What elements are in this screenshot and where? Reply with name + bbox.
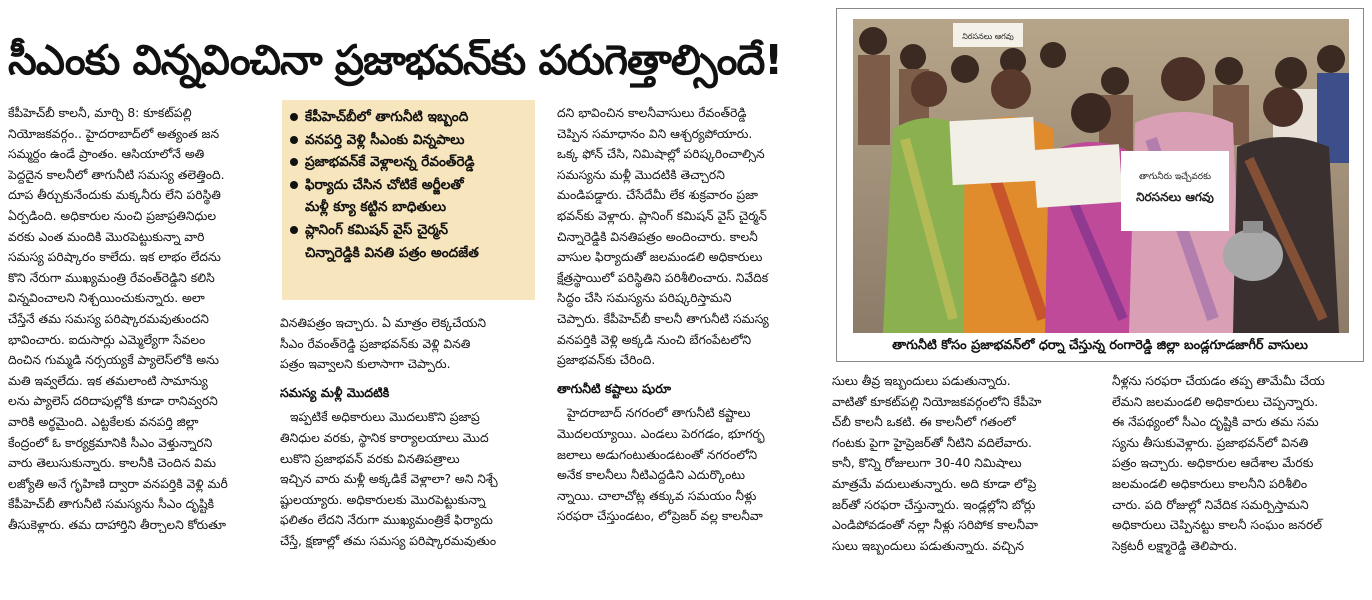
text-line: కేపీహెచ్‌బీ కాలనీ, మార్చి 8: కూకట్‌పల్లి xyxy=(8,106,192,120)
column-3-top-text xyxy=(557,103,819,371)
text-line: క్షేత్రస్థాయిలో పరిస్థితిని పరిశీలించారు. నివేదిక xyxy=(557,270,769,285)
text-line: నీళ్లను సరఫరా చేయడం తప్ప తామేమీ చేయ xyxy=(1112,374,1325,388)
text-line: వనపర్తికి వెళ్లి అక్కడి నుంచి బేగంపేటలోని xyxy=(557,332,752,347)
text-line: సరఫరా చేస్తుండటం, లోప్రెజర్ వల్ల కాలనీవా xyxy=(557,509,763,524)
protest-photo-illustration xyxy=(853,19,1349,333)
text-line: వరకు ఎంత మందికి మొరపెట్టుకున్నా వారి xyxy=(8,229,205,244)
bullet-icon xyxy=(290,181,298,189)
text-line: అధికారులు చెప్పినట్టు కాలనీ సంఘం జనరల్ xyxy=(1112,518,1323,533)
text-line: హైదరాబాద్ నగరంలో తాగునీటి కష్టాలు xyxy=(567,406,751,421)
text-line: జలమండలి అధికారులు కాలనీని పరిశీలిం xyxy=(1112,476,1308,491)
text-line: కానీ, కొన్ని రోజులుగా 30-40 నిమిషాలు xyxy=(832,456,1022,471)
highlights-list xyxy=(290,106,531,264)
text-line: దూప తీర్చుకునేందుకు మక్కనీరు లేని పరిస్థితి xyxy=(8,188,221,203)
text-line: లను ప్యాలెస్ దరిదాపుల్లోకి కూడా రానివ్వరని xyxy=(8,394,218,409)
text-line: కొని నేరుగా ముఖ్యమంత్రి రేవంత్‌రెడ్డిని కలిసి xyxy=(8,270,215,285)
text-line: నియోజకవర్గం.. హైదరాబాద్‌లో అత్యంత జన xyxy=(8,126,220,141)
text-line: భావించారు. ఐదుసార్లు ఎమ్మెల్యేగా సేవలం xyxy=(8,332,206,347)
text-line: సెక్రటరీ లక్ష్మారెడ్డి తెలిపారు. xyxy=(1112,538,1238,553)
photo-frame xyxy=(836,8,1364,362)
photo-caption: తాగునీటి కోసం ప్రజాభవన్‌లో ధర్నా చేస్తున్న రంగారెడ్డి జిల్లా బండ్లగూడజాగీర్ వాసులు xyxy=(892,338,1308,353)
text-line: మతి ఇవ్వలేదు. ఇక తమలాంటి సామాన్యు xyxy=(8,373,208,388)
text-line: స్యను తీసుకువెళ్లారు. ప్రజాభవన్‌లో వినతి xyxy=(1112,435,1309,450)
highlight-item-continued: మళ్లీ క్యూ కట్టిన బాధితులు xyxy=(305,199,447,216)
highlight-item xyxy=(290,106,531,129)
text-line: పత్రం ఇచ్చారు. అధికారుల ఆదేశాల మేరకు xyxy=(1112,456,1314,471)
text-line: ఒక్క ఫోన్ చేసి, నిమిషాల్లో పరిష్కరించాల్సిన xyxy=(557,147,765,162)
subheading-water-troubles: తాగునీటి కష్టాలు షురూ xyxy=(557,380,672,396)
bullet-icon xyxy=(290,136,298,144)
column-3-bottom-text xyxy=(557,403,819,527)
text-line: చిన్నారెడ్డికి వినతిపత్రం అందించారు. కాలనీ xyxy=(557,229,758,244)
highlight-item xyxy=(290,129,531,152)
text-line: ఏర్పడింది. అధికారుల నుంచి ప్రజాప్రతినిధుల xyxy=(8,208,217,223)
text-line: సులు ఇబ్బందులు పడుతున్నారు. వచ్చిన xyxy=(832,538,1025,553)
text-line: చెప్పారు. కేపీహెచ్‌బీ కాలనీ తాగునీటి సమస్య xyxy=(557,311,769,326)
text-line: సులు తీవ్ర ఇబ్బందులు పడుతున్నారు. xyxy=(832,374,1011,388)
protest-photo xyxy=(853,19,1349,333)
column-2-top-text xyxy=(280,313,542,375)
highlight-item-continued: చిన్నారెడ్డికి వినతి పత్రం అందజేత xyxy=(305,244,479,261)
text-line: న్నాయి. చాలాచోట్ల తక్కువ సమయం నీళ్లు xyxy=(557,488,757,503)
text-line: వాసుల ఫిర్యాదుతో జలమండలి అధికారులు xyxy=(557,250,763,265)
text-line: అనేక కాలనీలు నీటిఎద్దడిని ఎదుర్కొంటు xyxy=(557,468,746,483)
text-line: చేస్తేనే తమ సమస్య పరిష్కారమవుతుందని xyxy=(8,311,209,326)
text-line: సమస్యను మళ్లీ మొదటికి తెచ్చారని xyxy=(557,167,725,182)
text-line: చారు. పది రోజుల్లో నివేదిక సమర్పిస్తామని xyxy=(1112,497,1309,512)
text-line: వారికి అర్థమైంది. ఎట్టకేలకు వనపర్తి జిల్లా xyxy=(8,414,199,429)
text-line: వినతిపత్రం ఇచ్చారు. ఏ మాత్రం లెక్కచేయని xyxy=(280,316,487,330)
text-line: ఇచ్చిన వారు మళ్లీ అక్కడికే వెళ్లాలా? అని నిశ్చే xyxy=(280,472,498,487)
article-column-4 xyxy=(832,371,1100,597)
text-line: లజ్యోతి అనే గృహిణి ద్వారా వనపర్తికి వెళ్లి మరీ xyxy=(8,476,228,491)
text-line: చేస్తే, క్షణాల్లో తమ సమస్య పరిష్కారమవుతుం xyxy=(280,533,497,548)
text-line: ఎండిపోవడంతో నల్లా నీళ్లు సరిపోక కాలనీవా xyxy=(832,518,1038,533)
placard-center-line-2: నిరసనలు ఆగవు xyxy=(1136,190,1214,204)
text-line: కేపీహెచ్‌బీ తాగునీటి సమస్యను సీఎం దృష్టికి xyxy=(8,497,215,512)
text-line: ప్రజాభవన్‌కు చేరింది. xyxy=(557,353,656,368)
bullet-icon xyxy=(290,226,298,234)
text-line: పెద్దదైన కాలనీలో తాగునీటి సమస్య తలెత్తింది. xyxy=(8,167,225,182)
placard-top-text: నిరసనలు ఆగవు xyxy=(962,32,1014,41)
placard-center-line-1: తాగునీరు ఇచ్చేవరకు xyxy=(1139,172,1211,182)
text-line: దించిన గుమ్మడి నర్సయ్యకే ప్యాలెస్‌లోకి అను xyxy=(8,353,219,368)
text-line: పత్రం ఇవ్వాలని కులాసాగా చెప్పారు. xyxy=(280,357,451,372)
text-line: ఫలితం లేదని నేరుగా ముఖ్యమంత్రికే ఫిర్యాదు xyxy=(280,513,493,528)
bullet-icon xyxy=(290,113,298,121)
text-line: తీసుకెళ్లారు. తమ దాహార్తిని తీర్చాలని కోరుతూ xyxy=(8,517,226,532)
text-line: వాటితో కూకట్‌పల్లి నియోజకవర్గంలోని కేపీహె xyxy=(832,394,1042,409)
text-line: లుకొని ప్రజాభవన్ వరకు వినతిపత్రాలు xyxy=(280,451,460,466)
highlight-text: కేపీహెచ్‌బీలో తాగునీటి ఇబ్బంది xyxy=(305,109,469,125)
highlight-item xyxy=(290,151,531,174)
article-column-3 xyxy=(557,103,819,597)
text-line: భవన్‌కు వెళ్లారు. ప్లానింగ్ కమిషన్ వైస్ చైర్మన్ xyxy=(557,208,767,223)
column-2-bottom-text xyxy=(280,407,542,551)
highlight-text: వనపర్తి వెళ్లి సీఎంకు విన్నపాలు xyxy=(305,131,465,148)
headline: సీఎంకు విన్నవించినా ప్రజాభవన్‌కు పరుగెత్తాల్సిందే! xyxy=(8,36,783,84)
bullet-icon xyxy=(290,158,298,166)
text-line: సమ్మర్దం ఉండే ప్రాంతం. ఆసియాలోనే అతి xyxy=(8,147,205,162)
text-line: జలాలు అడుగంటుతుండటంతో నగరంలోని xyxy=(557,447,758,462)
text-line: చ్‌బీ కాలనీ ఒకటి. ఈ కాలనీలో గతంలో xyxy=(832,415,1016,430)
text-line: దని భావించిన కాలనీవాసులు రేవంత్‌రెడ్డి xyxy=(557,106,747,120)
article-column-1 xyxy=(8,103,270,597)
text-line: సీఎం రేవంత్‌రెడ్డి ప్రజాభవన్‌కు వెళ్లి వినతి xyxy=(280,336,471,351)
text-line: చెప్పిన సమాధానం విని ఆశ్చర్యపోయారు. xyxy=(557,126,753,141)
highlight-text: ఫిర్యాదు చేసిన చోటికే అర్జీలతో xyxy=(305,176,464,193)
highlight-item xyxy=(290,174,531,197)
text-line: మండిపడ్డారు. చేసేదేమీ లేక శుక్రవారం ప్రజా xyxy=(557,188,758,203)
text-line: గంటకు పైగా హైప్రెజర్‌తో నీటిని వదిలేవారు. xyxy=(832,435,1032,450)
highlight-text: ప్రజాభవన్‌కే వెళ్లాలన్న రేవంత్‌రెడ్డి xyxy=(305,154,475,171)
subheading-problem-again: సమస్య మళ్లీ మొదటికి xyxy=(280,384,390,400)
text-line: మాత్రమే వదులుతున్నారు. అది కూడా లోప్రె xyxy=(832,476,1037,491)
text-line: కేంద్రంలో ఓ కార్యక్రమానికి సీఎం వెళ్తున్నారని xyxy=(8,435,213,450)
text-line: ఇప్పటికే అధికారులు మొదలుకొని ప్రజాప్ర xyxy=(290,410,480,425)
highlight-item xyxy=(290,219,531,242)
text-line: ష్టులయ్యారు. అధికారులకు మొరపెట్టుకున్నా xyxy=(280,492,486,507)
article-column-2 xyxy=(280,313,542,597)
highlight-text: ప్లానింగ్ కమిషన్ వైస్ చైర్మన్ xyxy=(305,221,449,238)
text-line: లేమని జలమండలి అధికారులు చెప్పన్నారు. xyxy=(1112,394,1319,409)
text-line: సిద్ధం చేసి సమస్యను పరిష్కరిస్తామని xyxy=(557,291,732,306)
text-line: తినిధుల వరకు, స్థానిక కార్యాలయాలు మొద xyxy=(280,430,489,445)
article-column-5 xyxy=(1112,371,1368,597)
text-line: సమస్య పరిష్కారం కాలేదు. ఇక లాభం లేదను xyxy=(8,250,221,265)
text-line: జర్‌తో సరఫరా చేస్తున్నారు. ఇండ్లల్లోని బోర్లు xyxy=(832,497,1036,512)
text-line: ఈ నేపథ్యంలో సీఎం దృష్టికి వారు తమ సమ xyxy=(1112,415,1319,430)
text-line: మొదలయ్యాయి. ఎండలు పెరగడం, భూగర్భ xyxy=(557,426,765,441)
text-line: విన్నవించాలని నిశ్చయించుకున్నారు. అలా xyxy=(8,291,205,306)
highlights-box xyxy=(282,100,535,300)
text-line: వారు తెలుసుకున్నారు. కాలనీకి చెందిన విమ xyxy=(8,456,216,471)
